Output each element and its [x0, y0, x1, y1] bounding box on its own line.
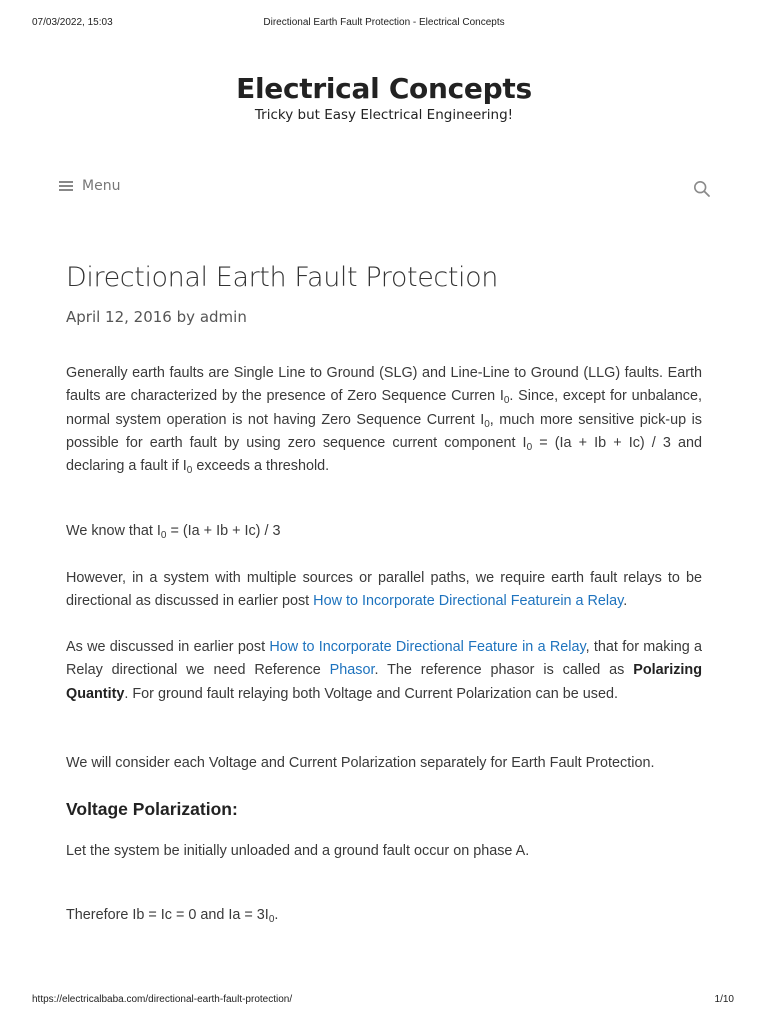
print-url: https://electricalbaba.com/directional-earth-fault-protection/: [32, 994, 293, 1005]
link-phasor[interactable]: Phasor: [329, 662, 375, 679]
paragraph-intro: Generally earth faults are Single Line to Ground (SLG) and Line-Line to Ground (LLG) faults. Earth faults are characterized by the presence of Zero Sequence Curren $I_0$. Since, except for unbalance, normal system operation is not having Zero Sequence Current $I_0$, much more sensitive pick-up is possible for earth fault by using zero sequence current component $I_0 = (Ia + Ib + Ic) / 3$ and declaring a fault if $I_0$ exceeds a threshold.: [66, 365, 702, 477]
byline-by: by: [176, 308, 196, 326]
article-title: Directional Earth Fault Protection: [66, 262, 498, 293]
paragraph-polarizing-quantity: As we discussed in earlier post How to Incorporate Directional Feature in a Relay, that for making a Relay directional we need Reference Phasor. The reference phasor is called as Polarizing Quantity. For ground fault relaying both Voltage and Current Polarization can be used.: [66, 639, 703, 702]
link-directional-feature-relay-2[interactable]: How to Incorporate Directional Feature in a Relay: [269, 639, 586, 655]
print-document-title: Directional Earth Fault Protection - Electrical Concepts: [263, 17, 505, 28]
print-timestamp: 07/03/2022, 15:03: [32, 17, 113, 28]
main-navigation: [59, 178, 711, 200]
site-title[interactable]: Electrical Concepts: [236, 72, 532, 105]
paragraph-fault-currents: Therefore Ib = Ic = 0 and $Ia = 3I_0$.: [66, 907, 279, 925]
site-tagline: Tricky but Easy Electrical Engineering!: [254, 107, 514, 123]
menu-label: Menu: [82, 178, 121, 194]
paragraph-zero-sequence-formula: We know that $I_0 = (Ia + Ib + Ic) / 3$: [66, 523, 281, 541]
article-author[interactable]: admin: [199, 308, 247, 326]
link-directional-feature-relay[interactable]: How to Incorporate Directional Featurein a Relay: [313, 593, 624, 610]
article-meta: [66, 308, 247, 326]
menu-button[interactable]: [59, 178, 120, 194]
search-icon[interactable]: [693, 180, 711, 198]
polarizing-quantity-term: Polarizing Quantity: [66, 662, 702, 702]
article-date[interactable]: April 12, 2016: [66, 308, 172, 326]
paragraph-multiple-sources: However, in a system with multiple sources or parallel paths, we require earth fault relays to be directional as discussed in earlier post How to Incorporate Directional Featurein a Relay.: [66, 570, 702, 610]
paragraph-unloaded-system: Let the system be initially unloaded and a ground fault occur on phase A.: [66, 843, 530, 859]
print-page-number: 1/10: [714, 994, 734, 1005]
hamburger-icon: [59, 181, 73, 191]
paragraph-consider-polarization: We will consider each Voltage and Current Polarization separately for Earth Fault Protection.: [66, 755, 655, 771]
print-header: [0, 17, 768, 31]
heading-voltage-polarization: Voltage Polarization:: [66, 799, 238, 819]
